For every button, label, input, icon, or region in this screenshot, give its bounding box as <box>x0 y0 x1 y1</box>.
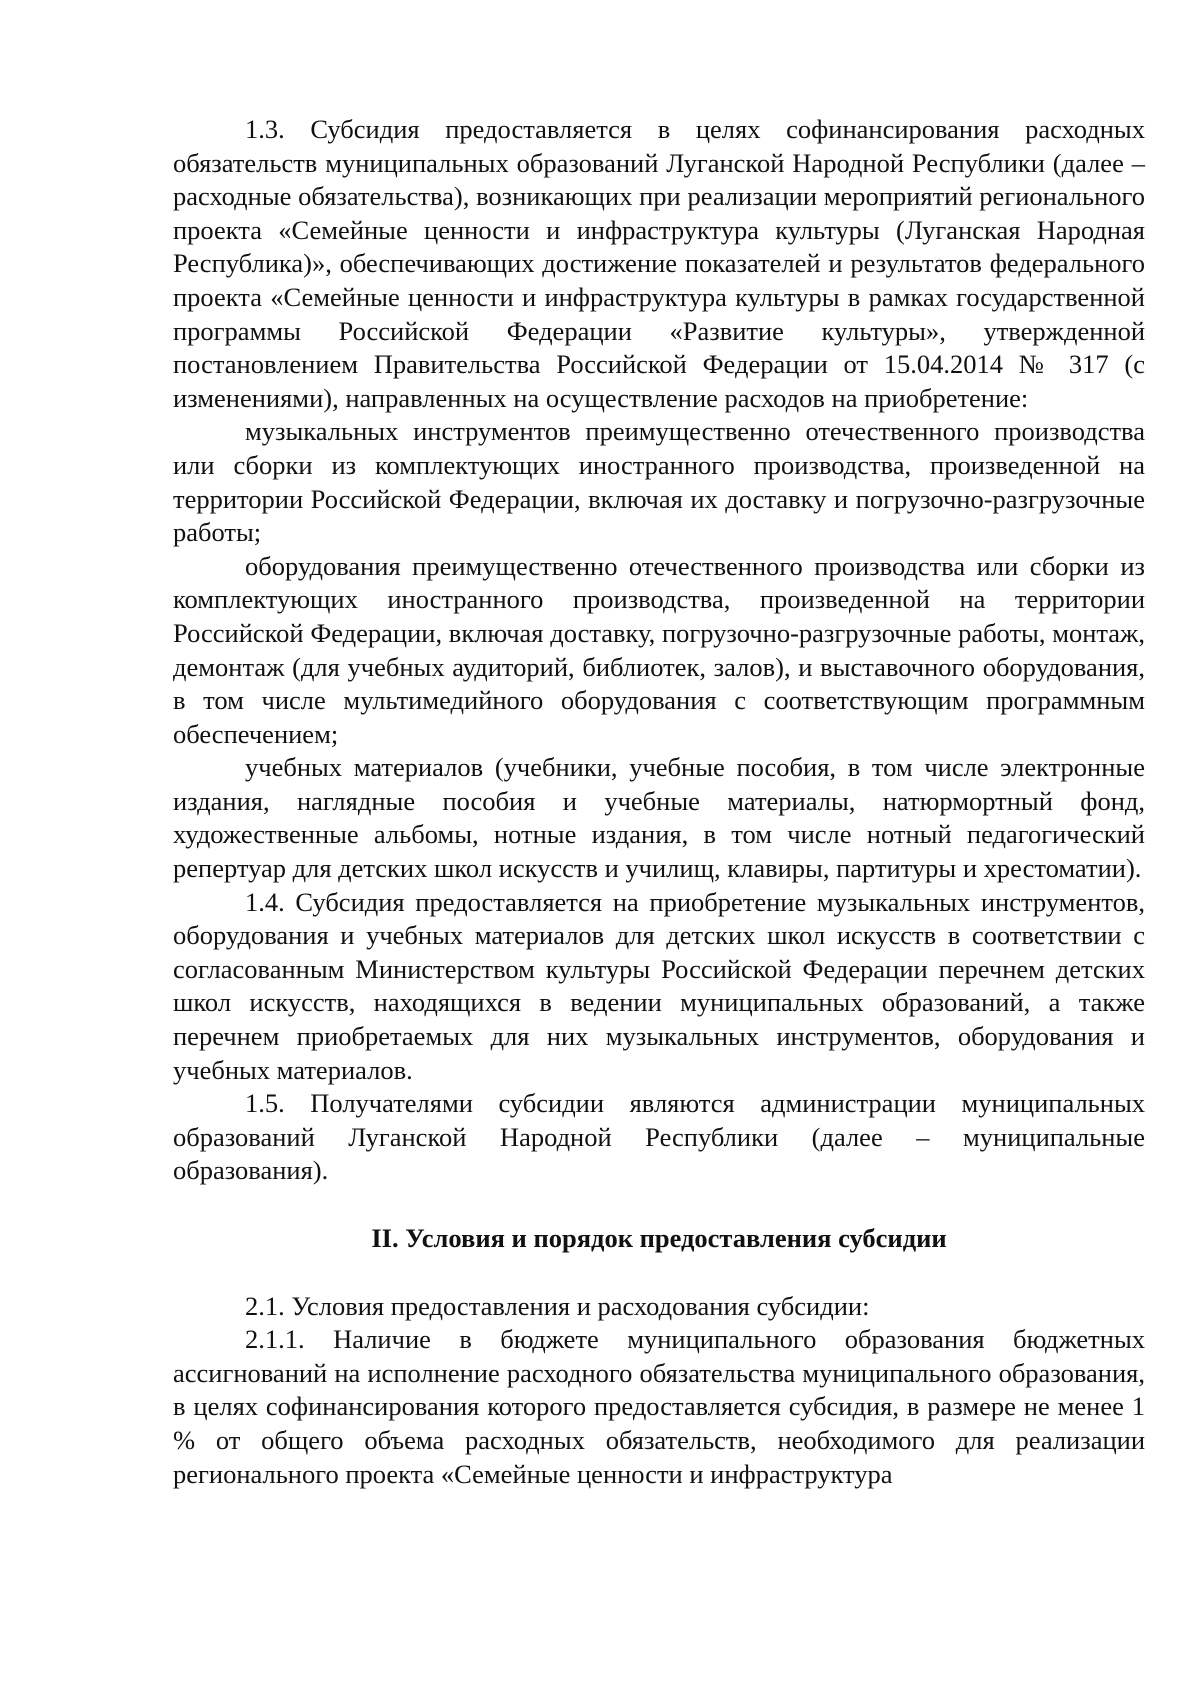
paragraph-2-1-1: 2.1.1. Наличие в бюджете муниципального образования бюджетных ассигнований на исполнение расходного обязательства муниципального образования, в целях софинансирования которого предоставляется субсидия, в размере не менее 1 % от общего объема расходных обязательств, необходимого для реализации регионального проекта «Семейные ценности и инфраструктура <box>173 1324 1145 1489</box>
paragraph-musical-instruments: музыкальных инструментов преимущественно отечественного производства или сборки из комплектующих иностранного производства, произведенной на территории Российской Федерации, включая их доставку и погрузочно-разгрузочные работы; <box>173 416 1145 548</box>
paragraph-2-1: 2.1. Условия предоставления и расходования субсидии: <box>245 1290 870 1321</box>
paragraph-1-4: 1.4. Субсидия предоставляется на приобретение музыкальных инструментов, оборудования и учебных материалов для детских школ искусств в соответствии с согласованным Министерством культуры Российской Федерации перечнем детских школ искусств, находящихся в ведении муниципальных образований, а также перечнем приобретаемых для них музыкальных инструментов, оборудования и учебных материалов. <box>173 886 1145 1085</box>
document-body <box>173 113 1145 1491</box>
paragraph-1-5: 1.5. Получателями субсидии являются администрации муниципальных образований Луганской Народной Республики (далее – муниципальные образования). <box>173 1088 1145 1186</box>
paragraph-equipment: оборудования преимущественно отечественного производства или сборки из комплектующих иностранного производства, произведенной на территории Российской Федерации, включая доставку, погрузочно-разгрузочные работы, монтаж, демонтаж (для учебных аудиторий, библиотек, залов), и выставочного оборудования, в том числе мультимедийного оборудования с соответствующим программным обеспечением; <box>173 550 1145 749</box>
section-heading: II. Условия и порядок предоставления субсидии <box>371 1223 947 1253</box>
paragraph-educational-materials: учебных материалов (учебники, учебные пособия, в том числе электронные издания, наглядные пособия и учебные материалы, натюрмортный фонд, художественные альбомы, нотные издания, в том числе нотный педагогический репертуар для детских школ искусств и училищ, клавиры, партитуры и хрестоматии). <box>173 752 1145 884</box>
paragraph-1-3: 1.3. Субсидия предоставляется в целях софинансирования расходных обязательств муниципальных образований Луганской Народной Республики (далее – расходные обязательства), возникающих при реализации мероприятий регионального проекта «Семейные ценности и инфраструктура культуры (Луганская Народная Республика)», обеспечивающих достижение показателей и результатов федерального проекта «Семейные ценности и инфраструктура культуры в рамках государственной программы Российской Федерации «Развитие культуры», утвержденной постановлением Правительства Российской Федерации от 15.04.2014 № 317 (с изменениями), направленных на осуществление расходов на приобретение: <box>173 114 1145 413</box>
